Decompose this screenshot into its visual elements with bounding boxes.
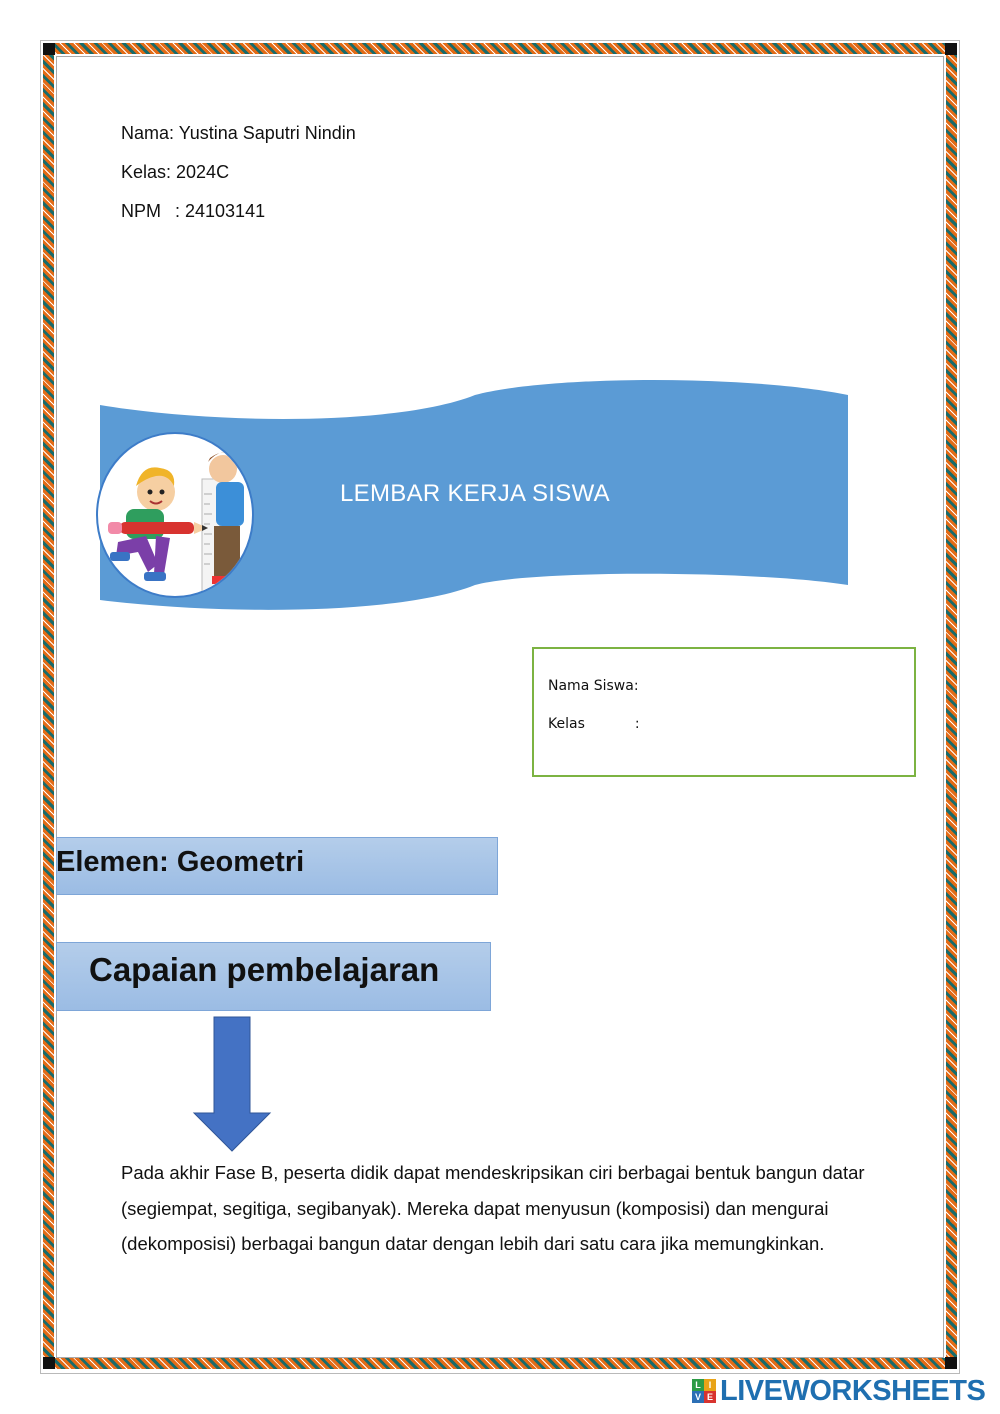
brand-name: LIVEWORKSHEETS xyxy=(720,1374,986,1407)
border-corner xyxy=(43,1357,55,1369)
kelas-label: Kelas xyxy=(548,716,585,732)
liveworksheets-logo-icon: L I V E xyxy=(692,1379,716,1403)
border-corner xyxy=(945,43,957,55)
border-corner xyxy=(945,1357,957,1369)
student-name: Nama: Yustina Saputri Nindin xyxy=(121,123,356,143)
name-siswa-label: Nama Siswa: xyxy=(548,678,639,694)
npm-value: : 24103141 xyxy=(175,201,266,221)
learning-outcome-text: Pada akhir Fase B, peserta didik dapat mendeskripsikan ciri berbagai bentuk bangun datar (segiempat, segitiga, segibanyak). Mereka dapat menyusun (komposisi) dan mengurai (dekomposisi) berbagai bangun datar dengan lebih dari satu cara jika memungkinkan. xyxy=(121,1162,865,1254)
element-heading: Elemen: Geometri xyxy=(56,846,305,878)
border-corner xyxy=(43,43,55,55)
student-info xyxy=(121,122,356,239)
liveworksheets-brand[interactable] xyxy=(692,1376,985,1406)
down-arrow-icon xyxy=(192,1015,272,1155)
student-npm xyxy=(121,200,356,239)
kids-illustration xyxy=(96,432,254,598)
kelas-row xyxy=(548,716,640,732)
npm-label: NPM xyxy=(121,201,161,221)
student-class: Kelas: 2024C xyxy=(121,162,230,182)
capaian-heading: Capaian pembelajaran xyxy=(89,951,440,988)
banner-title: LEMBAR KERJA SISWA xyxy=(340,480,610,507)
kelas-colon: : xyxy=(634,716,640,732)
student-name-box xyxy=(532,647,916,777)
